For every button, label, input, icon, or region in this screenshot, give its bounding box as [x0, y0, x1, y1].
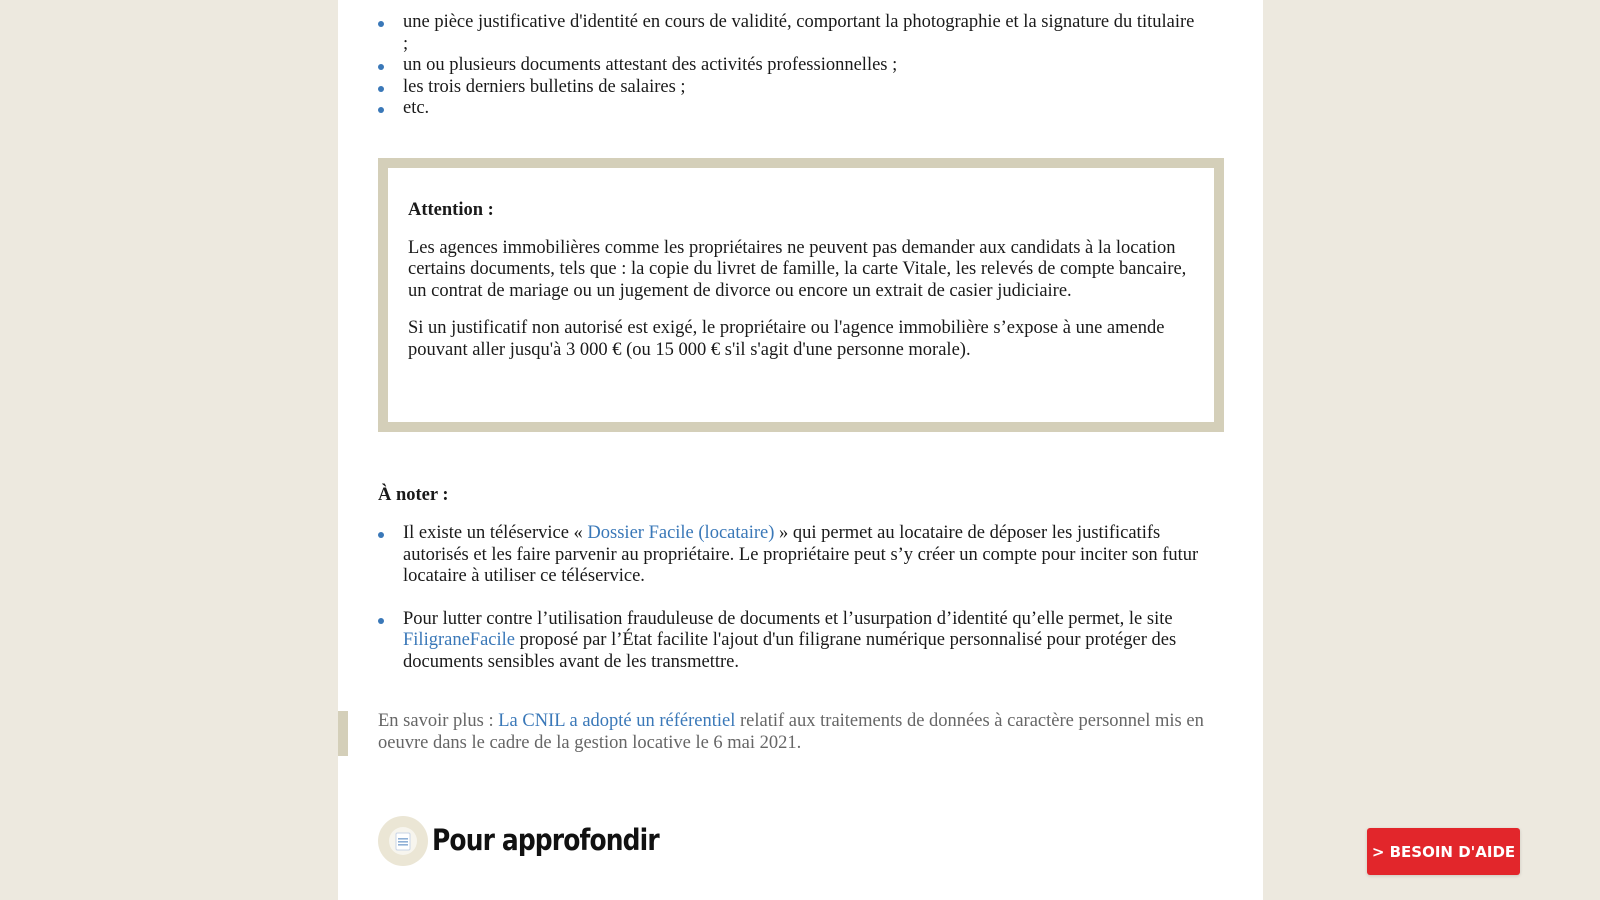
list-item: Il existe un téléservice « Dossier Facile (locataire) » qui permet au locataire de déposer les justificatifs autorisés et les faire parvenir au propriétaire. Le propriétaire peut s’y créer un compte pour inciter son futur locataire à utiliser ce téléservice.: [378, 523, 1218, 588]
bullet-icon: [378, 64, 384, 70]
approfondir-title: Pour approfondir: [432, 823, 659, 858]
article-page: [338, 0, 1263, 900]
bullet-icon: [378, 21, 384, 27]
attention-paragraph: Les agences immobilières comme les propriétaires ne peuvent pas demander aux candidats à la location certains documents, tels que : la copie du livret de famille, la carte Vitale, les relevés de compte bancaire, un contrat de mariage ou un jugement de divorce ou encore un extrait de casier judiciaire.: [408, 237, 1187, 301]
help-button[interactable]: > BESOIN D'AIDE: [1367, 828, 1520, 875]
attention-box: [378, 158, 1224, 432]
list-item: Pour lutter contre l’utilisation frauduleuse de documents et l’usurpation d’identité qu’elle permet, le site FiligraneFacile proposé par l’État facilite l'ajout d'un filigrane numérique personnalisé pour protéger des documents sensibles avant de les transmettre.: [378, 609, 1218, 674]
bullet-icon: [378, 618, 384, 624]
dossier-facile-link[interactable]: Dossier Facile (locataire): [587, 523, 775, 543]
list-item: une pièce justificative d'identité en cours de validité, comportant la photographie et la signature du titulaire ;: [378, 12, 1198, 55]
note-title: À noter :: [378, 485, 449, 505]
document-icon: [378, 816, 428, 866]
filigranefacile-link[interactable]: FiligraneFacile: [403, 630, 515, 650]
cnil-referentiel-link[interactable]: La CNIL a adopté un référentiel: [498, 711, 736, 731]
bullet-icon: [378, 86, 384, 92]
approfondir-section-header: [378, 816, 696, 866]
savoir-plus-marker: [338, 711, 348, 756]
savoir-plus-text: En savoir plus : La CNIL a adopté un référentiel relatif aux traitements de données à caractère personnel mis en oeuvre dans le cadre de la gestion locative le 6 mai 2021.: [378, 711, 1204, 753]
attention-paragraph: Si un justificatif non autorisé est exigé, le propriétaire ou l'agence immobilière s’expose à une amende pouvant aller jusqu'à 3 000 € (ou 15 000 € s'il s'agit d'une personne morale).: [408, 318, 1165, 360]
note-list: [378, 523, 1218, 694]
documents-list: [378, 12, 1198, 120]
bullet-icon: [378, 532, 384, 538]
list-item: un ou plusieurs documents attestant des activités professionnelles ;: [378, 55, 1198, 77]
attention-title: Attention :: [408, 200, 494, 220]
bullet-icon: [378, 107, 384, 113]
attention-content: [388, 168, 1214, 361]
list-item: etc.: [378, 98, 1198, 120]
list-item: les trois derniers bulletins de salaires ;: [378, 77, 1198, 99]
